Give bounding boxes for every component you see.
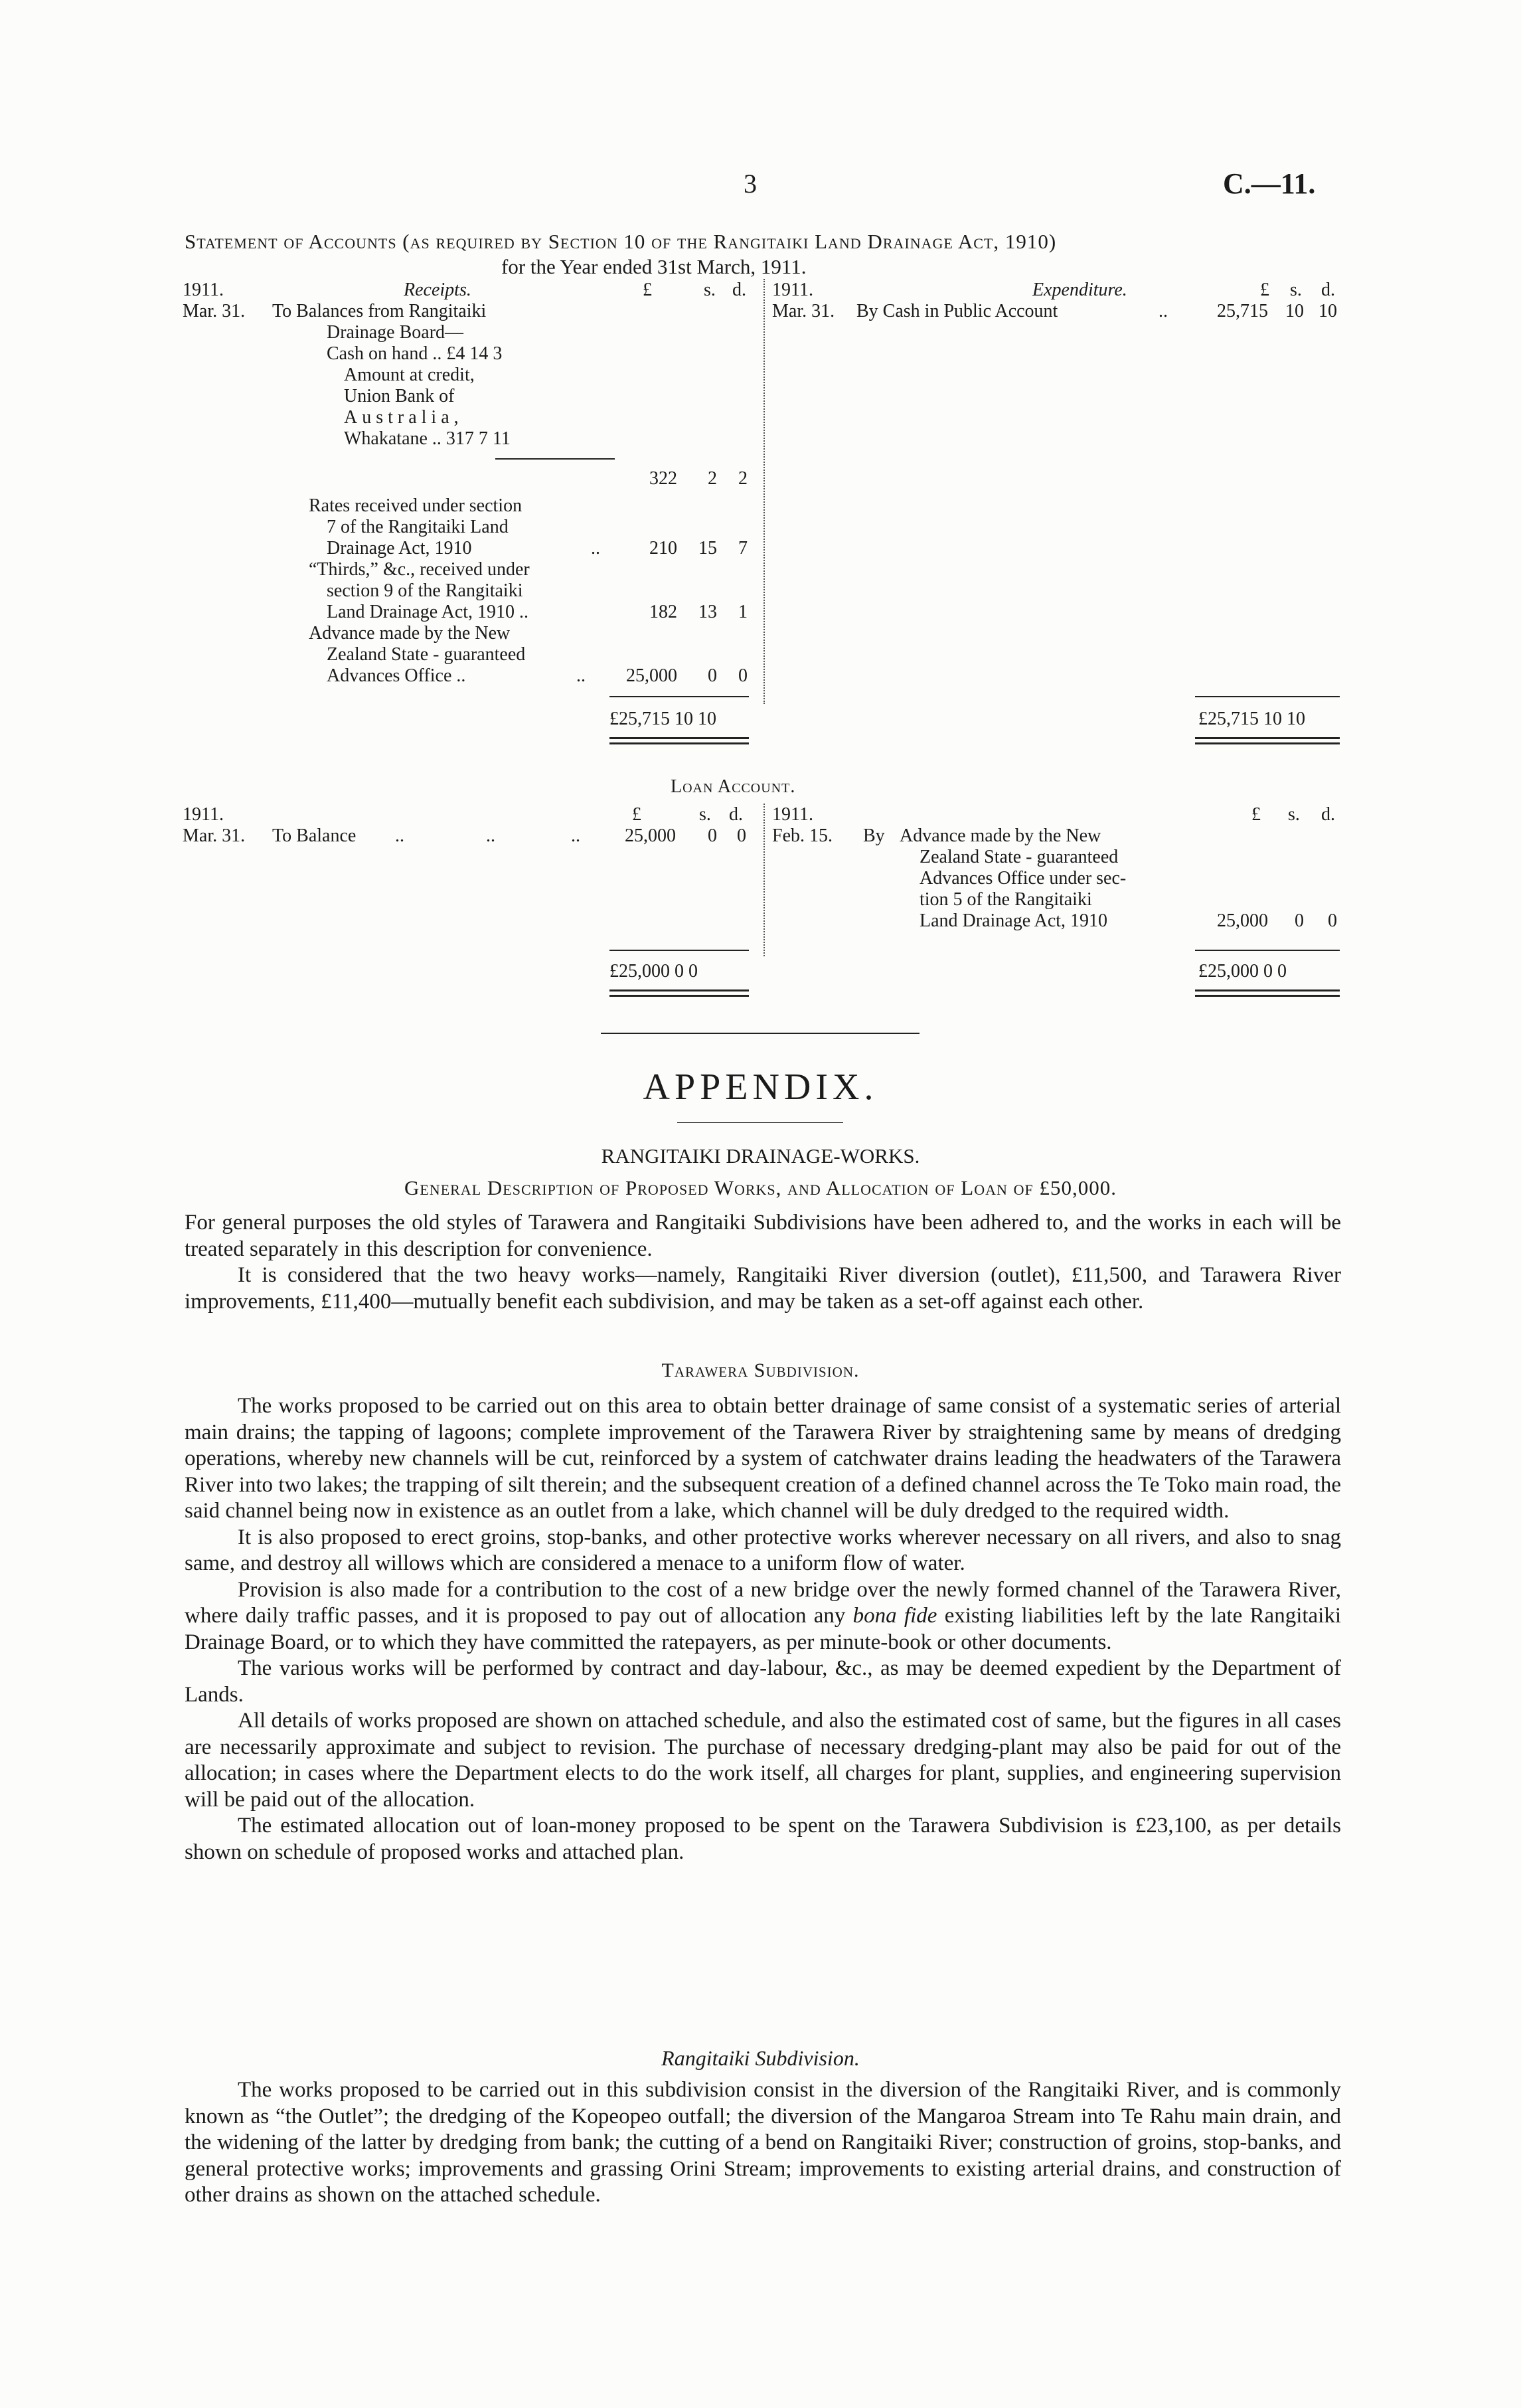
expenditure-pence-col: d. [1321, 280, 1335, 300]
rangitaiki-text [185, 2077, 1341, 2209]
item-pence: 7 [738, 538, 748, 559]
leader-dots: .. [395, 825, 404, 846]
loan-heading: Loan Account. [671, 776, 796, 797]
expenditure-total: £25,715 10 10 [1198, 709, 1305, 729]
item-pounds: 210 [649, 538, 677, 559]
loan-right-pence-col: d. [1321, 804, 1335, 825]
loan-right-line: tion 5 of the Rangitaiki [920, 889, 1092, 910]
tarawera-paragraph: All details of works proposed are shown on attached schedule, and also the estimated cost of same, but the figures in all cases are necessarily approximate and subject to revision. The purchase of necessary dredging-plant may also be paid for out of the allocation; in cases where the Department elects to do the work itself, all charges for plant, supplies, and engineering supervision will be paid out of the allocation. [185, 1709, 1341, 1812]
loan-right-shilling-col: s. [1288, 804, 1300, 825]
item-pounds: 25,000 [626, 665, 677, 686]
document-reference: C.—11. [1223, 167, 1316, 200]
item-pence: 0 [738, 665, 748, 686]
statement-title: Statement of Accounts (as required by Section 10 of the Rangitaiki Land Drainage Act, 1910) [185, 230, 1057, 253]
receipt-line: Australia, [344, 407, 463, 428]
tarawera-text [185, 1393, 1341, 1865]
receipt-line: Drainage Board— [327, 322, 464, 343]
total-double-rule [609, 737, 749, 739]
loan-right-line: Zealand State - guaranteed [920, 847, 1119, 867]
item-shillings: 0 [708, 665, 717, 686]
expenditure-heading: Expenditure. [1032, 280, 1127, 300]
receipts-total: £25,715 10 10 [609, 709, 716, 729]
loan-left-pence-col: d. [729, 804, 743, 825]
leader-dots: .. [576, 665, 586, 686]
tarawera-paragraph: The various works will be performed by contract and day-labour, &c., as may be deemed expedient by the Department of Lands. [185, 1656, 1341, 1707]
rangitaiki-heading: Rangitaiki Subdivision. [661, 2046, 860, 2070]
loan-left-shilling-col: s. [699, 804, 711, 825]
total-double-rule [1195, 995, 1340, 997]
receipts-heading: Receipts. [404, 280, 471, 300]
column-divider [763, 804, 765, 956]
receipts-shilling-col: s. [704, 280, 716, 300]
receipt-item-line: Land Drainage Act, 1910 .. [327, 602, 529, 622]
expenditure-pence: 10 [1319, 301, 1337, 321]
item-pounds: 182 [649, 602, 677, 622]
total-double-rule [609, 995, 749, 997]
expenditure-pound-col: £ [1260, 280, 1269, 300]
loan-right-total: £25,000 0 0 [1198, 961, 1287, 982]
intro-text [185, 1210, 1341, 1315]
leader-dots: .. [571, 825, 580, 846]
title-rule [677, 1122, 843, 1123]
receipt-line: Whakatane .. 317 7 11 [344, 428, 511, 449]
loan-right-year: 1911. [772, 804, 813, 825]
item-pence: 1 [738, 602, 748, 622]
leader-dots: .. [486, 825, 495, 846]
total-rule [1195, 696, 1340, 697]
loan-right-line: Land Drainage Act, 1910 [920, 910, 1108, 931]
loan-right-shillings: 0 [1295, 910, 1304, 931]
text-run: existing liabilities left by the late Rangitaiki Drainage Board, or to which they have committed the ratepayers, as per minute-book or other documents. [185, 1604, 1342, 1654]
subtotal-pounds: 322 [649, 468, 677, 489]
total-rule [609, 950, 749, 951]
total-double-rule [609, 989, 749, 991]
intro-paragraph: For general purposes the old styles of Tarawera and Rangitaiki Subdivisions have been adhered to, and the works in each will be treated separately in this description for convenience. [185, 1211, 1341, 1261]
receipts-date: Mar. 31. [183, 301, 246, 321]
text-run: Provision is also made for a contribution to the cost of a new bridge over the newly formed channel of the Tarawera River, where daily traffic passes, and it is proposed to pay out of allocation any [185, 1577, 1341, 1628]
subtotal-pence: 2 [738, 468, 748, 489]
tarawera-paragraph: The estimated allocation out of loan-money proposed to be spent on the Tarawera Subdivision is £23,100, as per details shown on schedule of proposed works and attached plan. [185, 1814, 1341, 1864]
receipt-item-line: section 9 of the Rangitaiki [327, 580, 523, 601]
receipt-item-line: Advance made by the New [309, 623, 511, 644]
receipt-item-line: 7 of the Rangitaiki Land [327, 517, 509, 537]
receipt-item-line: “Thirds,” &c., received under [309, 559, 530, 580]
tarawera-heading: Tarawera Subdivision. [661, 1359, 860, 1381]
expenditure-line: By Cash in Public Account [856, 301, 1058, 321]
subtotal-shillings: 2 [708, 468, 717, 489]
loan-left-text: To Balance [272, 825, 357, 846]
total-double-rule [609, 742, 749, 744]
loan-right-by: By [863, 825, 885, 846]
total-double-rule [1195, 737, 1340, 739]
loan-right-pound-col: £ [1251, 804, 1261, 825]
receipt-item-line: Drainage Act, 1910 [327, 538, 472, 559]
expenditure-year: 1911. [772, 280, 813, 300]
page-number: 3 [744, 169, 757, 199]
expenditure-shilling-col: s. [1290, 280, 1302, 300]
expenditure-shillings: 10 [1285, 301, 1304, 321]
expenditure-pounds: 25,715 [1217, 301, 1268, 321]
tarawera-paragraph: The works proposed to be carried out on this area to obtain better drainage of same consist of a systematic series of arterial main drains; the tapping of lagoons; complete improvement of the Tarawera River by straightening same by means of dredging operations, whereby new channels will be cut, reinforced by a system of catchwater drains leading the headwaters of the Tarawera River into two lakes; the trapping of silt therein; and the subsequent creation of a defined channel across the Te Toko main road, the said channel being now in existence as an outlet from a lake, which channel will be duly dredged to the required width. [185, 1394, 1341, 1523]
loan-left-pence: 0 [737, 825, 746, 846]
loan-right-line: Advance made by the New [900, 825, 1101, 846]
appendix-subtitle: RANGITAIKI DRAINAGE-WORKS. [601, 1144, 920, 1167]
receipts-year: 1911. [183, 280, 224, 300]
leader-dots: .. [1159, 301, 1168, 321]
loan-right-line: Advances Office under sec- [920, 868, 1127, 889]
subtotal-rule [495, 458, 615, 460]
section-separator [601, 1033, 920, 1034]
loan-left-date: Mar. 31. [183, 825, 246, 846]
column-divider [763, 279, 765, 704]
receipt-line: Union Bank of [344, 386, 455, 406]
receipts-pound-col: £ [643, 280, 652, 300]
expenditure-date: Mar. 31. [772, 301, 835, 321]
tarawera-paragraph [185, 1577, 1341, 1656]
total-double-rule [1195, 989, 1340, 991]
item-shillings: 15 [698, 538, 717, 559]
rangitaiki-paragraph: The works proposed to be carried out in this subdivision consist in the diversion of the Rangitaiki River, and is commonly known as “the Outlet”; the dredging of the Kopeopeo outfall; the diversion of the Mangaroa Stream into Te Rahu main drain, and the widening of the latter by dredging from bank; the cutting of a bend on Rangitaiki River; construction of groins, stop-banks, and general protective works; improvements and grassing Orini Stream; improvements to existing arterial drains, and construction of other drains as shown on the attached schedule. [185, 2078, 1341, 2207]
loan-right-date: Feb. 15. [772, 825, 833, 846]
loan-left-year: 1911. [183, 804, 224, 825]
statement-subtitle: for the Year ended 31st March, 1911. [501, 255, 807, 278]
receipt-line: Cash on hand .. £4 14 3 [327, 343, 503, 364]
receipts-pence-col: d. [732, 280, 746, 300]
item-shillings: 13 [698, 602, 717, 622]
intro-paragraph: It is considered that the two heavy works—namely, Rangitaiki River diversion (outlet), £11,500, and Tarawera River improvements, £11,400—mutually benefit each subdivision, and may be taken as a set-off against each other. [185, 1263, 1341, 1314]
receipt-line: To Balances from Rangitaiki [272, 301, 487, 321]
loan-left-pound-col: £ [632, 804, 641, 825]
receipt-item-line: Rates received under section [309, 495, 522, 516]
receipt-item-line: Zealand State - guaranteed [327, 644, 526, 665]
total-double-rule [1195, 742, 1340, 744]
appendix-title: APPENDIX. [643, 1067, 878, 1108]
total-rule [609, 696, 749, 697]
loan-left-total: £25,000 0 0 [609, 961, 698, 982]
loan-right-pounds: 25,000 [1217, 910, 1268, 931]
receipt-item-line: Advances Office .. [327, 665, 466, 686]
appendix-description: General Description of Proposed Works, and Allocation of Loan of £50,000. [404, 1176, 1117, 1199]
loan-right-pence: 0 [1328, 910, 1337, 931]
loan-left-pounds: 25,000 [625, 825, 676, 846]
italic-phrase: bona fide [852, 1604, 937, 1628]
leader-dots: .. [591, 538, 600, 559]
loan-left-shillings: 0 [708, 825, 717, 846]
tarawera-paragraph: It is also proposed to erect groins, stop-banks, and other protective works wherever necessary on all rivers, and also to snag same, and destroy all willows which are considered a menace to a uniform flow of water. [185, 1525, 1341, 1575]
total-rule [1195, 950, 1340, 951]
receipt-line: Amount at credit, [344, 365, 475, 385]
